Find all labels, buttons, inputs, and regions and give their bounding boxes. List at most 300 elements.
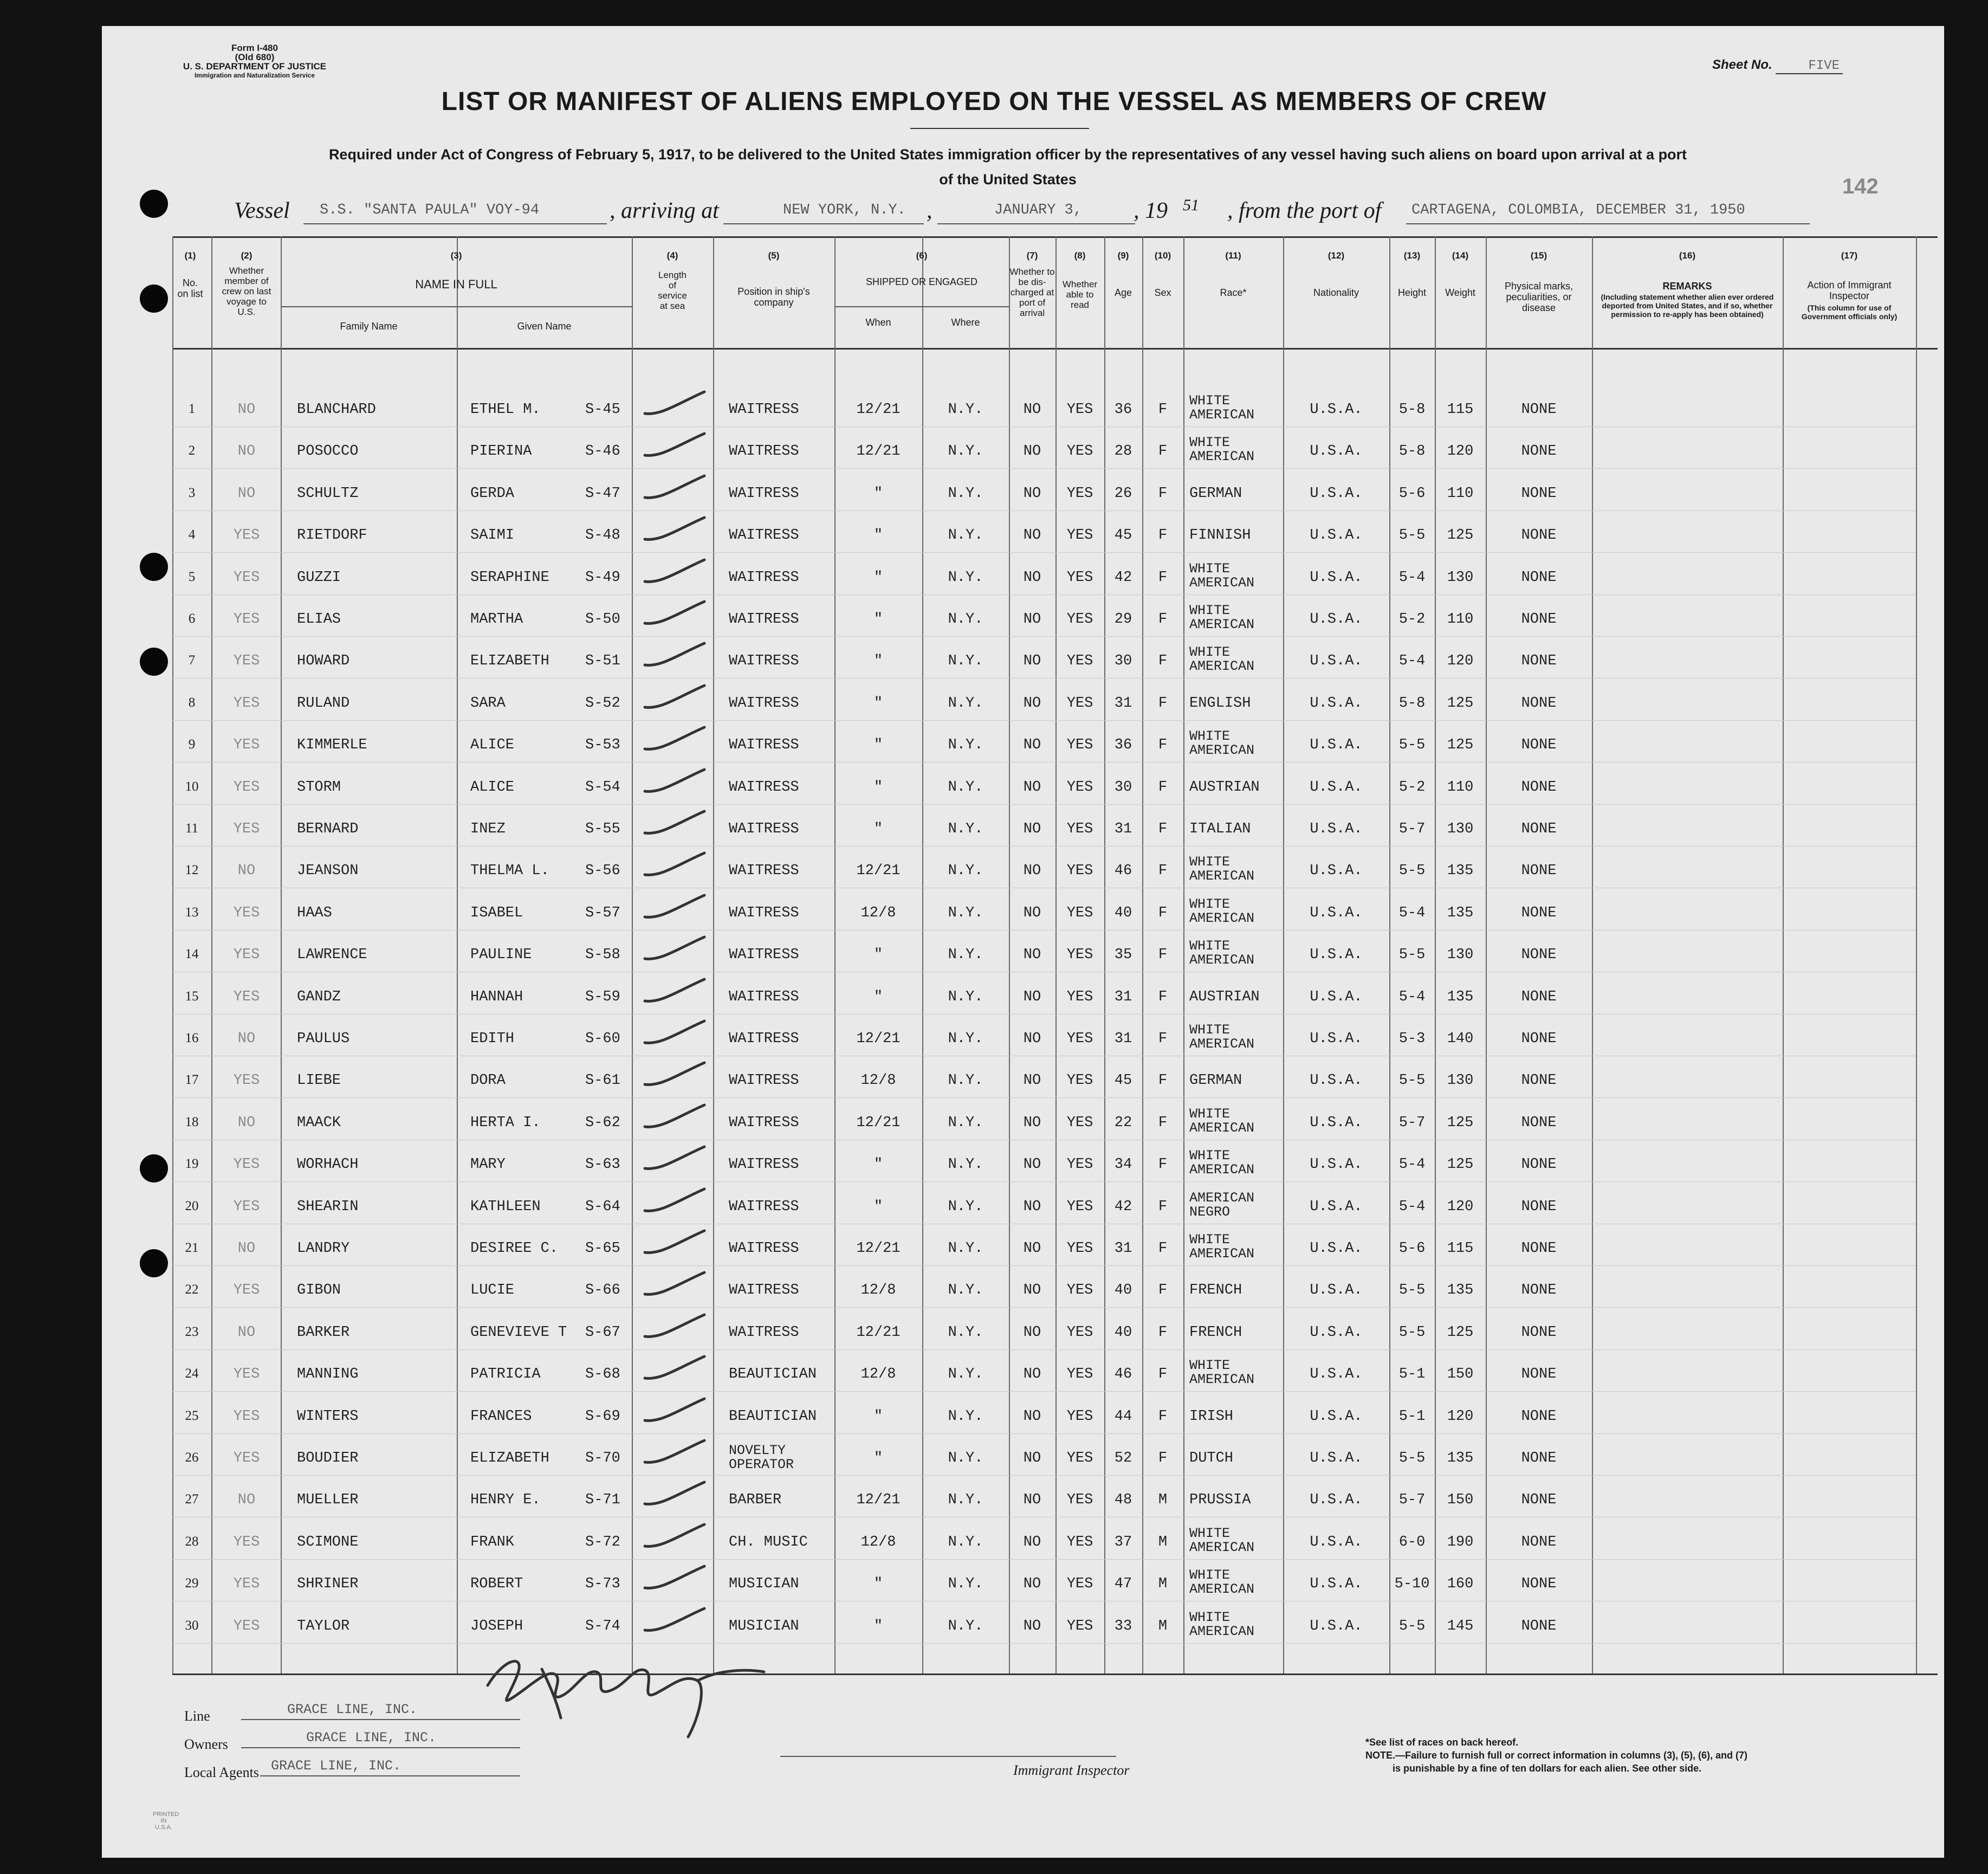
cell-sex: F bbox=[1158, 1199, 1168, 1215]
cell-no: 28 bbox=[185, 1534, 199, 1549]
cell-age: 42 bbox=[1114, 570, 1132, 586]
cell-given: ELIZABETH bbox=[470, 1450, 549, 1466]
cell-height: 5-8 bbox=[1398, 443, 1426, 460]
cell-read: YES bbox=[1066, 947, 1093, 963]
cell-when: " bbox=[873, 779, 883, 796]
cell-when: 12/8 bbox=[860, 1534, 896, 1550]
cell-discharged: NO bbox=[1023, 1492, 1041, 1508]
cell-family: BLANCHARD bbox=[297, 402, 376, 418]
note-races: *See list of races on back hereof. bbox=[1365, 1737, 1519, 1748]
cell-sex: F bbox=[1158, 1366, 1168, 1382]
cell-given: PAULINE bbox=[470, 947, 532, 963]
cell-family: LAWRENCE bbox=[297, 947, 367, 963]
cell-read: YES bbox=[1066, 570, 1093, 586]
cell-where: N.Y. bbox=[948, 695, 983, 712]
cell-where: N.Y. bbox=[948, 443, 983, 460]
col-13-header: Height bbox=[1397, 287, 1427, 298]
cell-age: 31 bbox=[1114, 1031, 1132, 1047]
cell-discharged: NO bbox=[1023, 905, 1041, 921]
cell-marks: NONE bbox=[1521, 570, 1557, 586]
cell-code: S-53 bbox=[585, 737, 620, 753]
col-10-number: (10) bbox=[1154, 250, 1171, 261]
service-check-mark bbox=[645, 1482, 704, 1504]
cell-discharged: NO bbox=[1023, 527, 1041, 544]
cell-sex: F bbox=[1158, 1115, 1168, 1131]
cell-age: 31 bbox=[1114, 1240, 1132, 1257]
cell-marks: NONE bbox=[1521, 821, 1557, 837]
service-check-mark bbox=[645, 686, 704, 707]
cell-discharged: NO bbox=[1023, 402, 1041, 418]
cell-nationality: U.S.A. bbox=[1310, 1072, 1363, 1089]
cell-height: 5-6 bbox=[1398, 486, 1426, 502]
cell-discharged: NO bbox=[1023, 821, 1041, 837]
cell-height: 5-4 bbox=[1398, 1156, 1426, 1173]
cell-nationality: U.S.A. bbox=[1310, 1031, 1363, 1047]
cell-family: JEANSON bbox=[297, 863, 359, 879]
cell-where: N.Y. bbox=[948, 653, 983, 669]
cell-marks: NONE bbox=[1521, 1576, 1557, 1592]
cell-code: S-47 bbox=[585, 486, 620, 502]
cell-nationality: U.S.A. bbox=[1310, 1282, 1363, 1298]
cell-family: PAULUS bbox=[297, 1031, 350, 1047]
cell-discharged: NO bbox=[1023, 611, 1041, 628]
cell-weight: 140 bbox=[1447, 1031, 1474, 1047]
where-header: Where bbox=[951, 317, 980, 328]
cell-position: BEAUTICIAN bbox=[729, 1366, 817, 1382]
cell-age: 30 bbox=[1114, 779, 1132, 796]
cell-when: " bbox=[873, 1199, 883, 1215]
cell-where: N.Y. bbox=[948, 611, 983, 628]
cell-race: FINNISH bbox=[1189, 527, 1251, 544]
cell-code: S-51 bbox=[585, 653, 620, 669]
cell-position: WAITRESS bbox=[729, 821, 799, 837]
cell-race: FRENCH bbox=[1189, 1324, 1242, 1341]
cell-age: 47 bbox=[1114, 1576, 1132, 1592]
sheet-label: Sheet No. bbox=[1712, 57, 1772, 72]
cell-discharged: NO bbox=[1023, 570, 1041, 586]
cell-position: WAITRESS bbox=[729, 1199, 799, 1215]
cell-when: 12/21 bbox=[856, 1324, 901, 1341]
cell-position: WAITRESS bbox=[729, 737, 799, 753]
cell-no: 16 bbox=[185, 1031, 199, 1045]
cell-last: YES bbox=[233, 905, 260, 921]
cell-last: YES bbox=[233, 695, 260, 712]
cell-marks: NONE bbox=[1521, 402, 1557, 418]
cell-nationality: U.S.A. bbox=[1310, 1199, 1363, 1215]
cell-read: YES bbox=[1066, 1199, 1093, 1215]
cell-last: YES bbox=[233, 737, 260, 753]
sheet-value: FIVE bbox=[1776, 59, 1843, 74]
cell-discharged: NO bbox=[1023, 695, 1041, 712]
cell-family: RULAND bbox=[297, 695, 350, 712]
col-6-number: (6) bbox=[916, 250, 928, 261]
cell-position: WAITRESS bbox=[729, 779, 799, 796]
cell-discharged: NO bbox=[1023, 1618, 1041, 1634]
service-check-mark bbox=[645, 1189, 704, 1211]
cell-last: YES bbox=[233, 1156, 260, 1173]
cell-given: MARTHA bbox=[470, 611, 523, 628]
cell-when: " bbox=[873, 1408, 883, 1425]
cell-code: S-62 bbox=[585, 1115, 620, 1131]
cell-position: NOVELTY OPERATOR bbox=[729, 1443, 794, 1472]
cell-when: " bbox=[873, 737, 883, 753]
cell-read: YES bbox=[1066, 1492, 1093, 1508]
cell-last: YES bbox=[233, 821, 260, 837]
cell-last: NO bbox=[237, 486, 256, 502]
cell-position: WAITRESS bbox=[729, 1324, 799, 1341]
service-check-mark bbox=[645, 1356, 704, 1378]
cell-when: " bbox=[873, 486, 883, 502]
arriving-value: NEW YORK, N.Y. bbox=[783, 202, 906, 218]
cell-marks: NONE bbox=[1521, 905, 1557, 921]
cell-position: WAITRESS bbox=[729, 1156, 799, 1173]
cell-age: 22 bbox=[1114, 1115, 1132, 1131]
cell-nationality: U.S.A. bbox=[1310, 1534, 1363, 1550]
cell-sex: F bbox=[1158, 443, 1168, 460]
cell-no: 4 bbox=[188, 527, 196, 542]
cell-race: WHITE AMERICAN bbox=[1189, 1567, 1255, 1597]
family-name-header: Family Name bbox=[340, 321, 398, 332]
cell-read: YES bbox=[1066, 1534, 1093, 1550]
cell-read: YES bbox=[1066, 527, 1093, 544]
cell-sex: M bbox=[1158, 1576, 1168, 1592]
col-10-header: Sex bbox=[1154, 287, 1171, 298]
cell-family: KIMMERLE bbox=[297, 737, 367, 753]
service-check-mark bbox=[645, 895, 704, 917]
cell-code: S-55 bbox=[585, 821, 620, 837]
col-1-number: (1) bbox=[184, 250, 196, 261]
service-name: Immigration and Naturalization Service bbox=[194, 72, 315, 79]
cell-when: 12/21 bbox=[856, 1115, 901, 1131]
col-16-subheader: (Including statement whether alien ever ordered deported from United States, and if so, whether permission to re-apply has been obtained) bbox=[1601, 293, 1774, 319]
cell-discharged: NO bbox=[1023, 1199, 1041, 1215]
cell-height: 5-4 bbox=[1398, 1199, 1426, 1215]
cell-race: WHITE AMERICAN bbox=[1189, 1358, 1255, 1387]
cell-no: 11 bbox=[185, 821, 199, 836]
inspector-label: Immigrant Inspector bbox=[1013, 1762, 1130, 1778]
cell-race: ITALIAN bbox=[1189, 821, 1251, 837]
cell-read: YES bbox=[1066, 1576, 1093, 1592]
cell-sex: F bbox=[1158, 695, 1168, 712]
cell-marks: NONE bbox=[1521, 1115, 1557, 1131]
service-check-mark bbox=[645, 1021, 704, 1043]
cell-read: YES bbox=[1066, 821, 1093, 837]
cell-code: S-73 bbox=[585, 1576, 620, 1592]
cell-last: YES bbox=[233, 1366, 260, 1382]
cell-height: 5-8 bbox=[1398, 402, 1426, 418]
cell-no: 3 bbox=[188, 486, 196, 500]
service-check-mark bbox=[645, 1608, 704, 1630]
cell-no: 15 bbox=[185, 989, 199, 1004]
cell-height: 5-6 bbox=[1398, 1240, 1426, 1257]
cell-where: N.Y. bbox=[948, 1115, 983, 1131]
cell-family: MUELLER bbox=[297, 1492, 359, 1508]
cell-no: 7 bbox=[188, 653, 196, 668]
cell-marks: NONE bbox=[1521, 779, 1557, 796]
cell-no: 14 bbox=[185, 947, 199, 961]
service-check-mark bbox=[645, 1272, 704, 1294]
cell-sex: F bbox=[1158, 611, 1168, 628]
service-check-mark bbox=[645, 727, 704, 749]
cell-code: S-50 bbox=[585, 611, 620, 628]
cell-where: N.Y. bbox=[948, 402, 983, 418]
cell-given: ELIZABETH bbox=[470, 653, 549, 669]
signature bbox=[466, 1637, 769, 1745]
cell-marks: NONE bbox=[1521, 653, 1557, 669]
cell-sex: F bbox=[1158, 570, 1168, 586]
col-2-header: Whether member of crew on last voyage to U.S. bbox=[222, 266, 271, 317]
col-11-number: (11) bbox=[1225, 250, 1241, 261]
printed-stamp: PRINTED IN U.S.A. bbox=[153, 1811, 179, 1831]
cell-no: 2 bbox=[188, 443, 196, 458]
cell-family: GIBON bbox=[297, 1282, 341, 1298]
cell-race: WHITE AMERICAN bbox=[1189, 1022, 1255, 1052]
cell-discharged: NO bbox=[1023, 863, 1041, 879]
cell-last: YES bbox=[233, 1534, 260, 1550]
cell-height: 5-5 bbox=[1398, 947, 1426, 963]
cell-when: 12/21 bbox=[856, 863, 901, 879]
cell-when: " bbox=[873, 821, 883, 837]
form-number: Form I-480 bbox=[231, 43, 278, 53]
service-check-mark bbox=[645, 1147, 704, 1168]
cell-read: YES bbox=[1066, 905, 1093, 921]
cell-read: YES bbox=[1066, 737, 1093, 753]
cell-weight: 190 bbox=[1447, 1534, 1474, 1550]
cell-race: WHITE AMERICAN bbox=[1189, 896, 1255, 926]
cell-marks: NONE bbox=[1521, 486, 1557, 502]
cell-no: 19 bbox=[185, 1156, 199, 1171]
cell-age: 35 bbox=[1114, 947, 1132, 963]
cell-race: WHITE AMERICAN bbox=[1189, 1232, 1255, 1262]
cell-sex: F bbox=[1158, 779, 1168, 796]
cell-age: 28 bbox=[1114, 443, 1132, 460]
cell-height: 5-5 bbox=[1398, 1324, 1426, 1341]
cell-family: BARKER bbox=[297, 1324, 350, 1341]
cell-family: BOUDIER bbox=[297, 1450, 359, 1466]
cell-last: NO bbox=[237, 1031, 256, 1047]
cell-discharged: NO bbox=[1023, 1576, 1041, 1592]
cell-height: 5-1 bbox=[1398, 1408, 1426, 1425]
cell-weight: 150 bbox=[1447, 1492, 1474, 1508]
cell-sex: F bbox=[1158, 653, 1168, 669]
cell-code: S-45 bbox=[585, 402, 620, 418]
cell-family: MAACK bbox=[297, 1115, 341, 1131]
cell-weight: 130 bbox=[1447, 947, 1474, 963]
cell-where: N.Y. bbox=[948, 1366, 983, 1382]
cell-discharged: NO bbox=[1023, 737, 1041, 753]
cell-no: 6 bbox=[188, 611, 196, 626]
cell-family: WORHACH bbox=[297, 1156, 359, 1173]
cell-height: 5-5 bbox=[1398, 1072, 1426, 1089]
service-check-mark bbox=[645, 811, 704, 833]
cell-when: 12/8 bbox=[860, 1366, 896, 1382]
col-12-number: (12) bbox=[1328, 250, 1345, 261]
cell-family: HAAS bbox=[297, 905, 332, 921]
service-check-mark bbox=[645, 1440, 704, 1462]
cell-position: WAITRESS bbox=[729, 1031, 799, 1047]
cell-where: N.Y. bbox=[948, 1199, 983, 1215]
cell-age: 40 bbox=[1114, 1324, 1132, 1341]
cell-no: 26 bbox=[185, 1450, 199, 1465]
cell-sex: F bbox=[1158, 905, 1168, 921]
cell-given: ETHEL M. bbox=[470, 402, 541, 418]
cell-weight: 125 bbox=[1447, 1115, 1474, 1131]
cell-sex: F bbox=[1158, 947, 1168, 963]
col-6-header: SHIPPED OR ENGAGED bbox=[865, 276, 978, 287]
col-2-number: (2) bbox=[241, 250, 252, 261]
cell-marks: NONE bbox=[1521, 1408, 1557, 1425]
cell-age: 46 bbox=[1114, 1366, 1132, 1382]
cell-code: S-66 bbox=[585, 1282, 620, 1298]
cell-read: YES bbox=[1066, 1156, 1093, 1173]
col-9-number: (9) bbox=[1117, 250, 1129, 261]
cell-age: 52 bbox=[1114, 1450, 1132, 1466]
cell-nationality: U.S.A. bbox=[1310, 1240, 1363, 1257]
cell-sex: F bbox=[1158, 1324, 1168, 1341]
service-check-mark bbox=[645, 518, 704, 539]
cell-height: 5-5 bbox=[1398, 527, 1426, 544]
cell-family: WINTERS bbox=[297, 1408, 359, 1425]
cell-age: 30 bbox=[1114, 653, 1132, 669]
cell-where: N.Y. bbox=[948, 737, 983, 753]
cell-when: 12/21 bbox=[856, 1240, 901, 1257]
cell-code: S-46 bbox=[585, 443, 620, 460]
cell-age: 31 bbox=[1114, 989, 1132, 1005]
cell-where: N.Y. bbox=[948, 989, 983, 1005]
cell-given: HANNAH bbox=[470, 989, 523, 1005]
col-7-header: Whether to be dis-charged at port of arrival bbox=[1009, 267, 1055, 318]
cell-race: IRISH bbox=[1189, 1408, 1234, 1425]
cell-code: S-48 bbox=[585, 527, 620, 544]
cell-marks: NONE bbox=[1521, 443, 1557, 460]
cell-race: WHITE AMERICAN bbox=[1189, 393, 1255, 423]
service-check-mark bbox=[645, 770, 704, 791]
service-check-mark bbox=[645, 476, 704, 497]
cell-age: 42 bbox=[1114, 1199, 1132, 1215]
cell-height: 5-10 bbox=[1394, 1576, 1430, 1592]
col-4-header: Length of service at sea bbox=[658, 270, 687, 311]
cell-weight: 120 bbox=[1447, 653, 1474, 669]
cell-discharged: NO bbox=[1023, 1156, 1041, 1173]
cell-read: YES bbox=[1066, 486, 1093, 502]
cell-nationality: U.S.A. bbox=[1310, 1408, 1363, 1425]
cell-marks: NONE bbox=[1521, 1072, 1557, 1089]
cell-where: N.Y. bbox=[948, 1576, 983, 1592]
cell-weight: 150 bbox=[1447, 1366, 1474, 1382]
cell-where: N.Y. bbox=[948, 905, 983, 921]
col-16-number: (16) bbox=[1679, 250, 1696, 261]
cell-marks: NONE bbox=[1521, 611, 1557, 628]
cell-position: WAITRESS bbox=[729, 1072, 799, 1089]
cell-last: YES bbox=[233, 1408, 260, 1425]
owners-value: GRACE LINE, INC. bbox=[306, 1730, 437, 1746]
cell-race: WHITE AMERICAN bbox=[1189, 1106, 1255, 1136]
cell-given: DESIREE C. bbox=[470, 1240, 559, 1257]
cell-code: S-64 bbox=[585, 1199, 620, 1215]
cell-race: ENGLISH bbox=[1189, 695, 1251, 712]
cell-code: S-59 bbox=[585, 989, 620, 1005]
cell-marks: NONE bbox=[1521, 1240, 1557, 1257]
col-15-header: Physical marks, peculiarities, or disease bbox=[1504, 281, 1573, 313]
cell-when: 12/8 bbox=[860, 1282, 896, 1298]
cell-age: 33 bbox=[1114, 1618, 1132, 1634]
cell-position: WAITRESS bbox=[729, 443, 799, 460]
cell-race: WHITE AMERICAN bbox=[1189, 938, 1255, 968]
cell-read: YES bbox=[1066, 1366, 1093, 1382]
document-title: LIST OR MANIFEST OF ALIENS EMPLOYED ON THE VESSEL AS MEMBERS OF CREW bbox=[441, 87, 1547, 116]
cell-age: 40 bbox=[1114, 905, 1132, 921]
service-check-mark bbox=[645, 1399, 704, 1420]
cell-age: 45 bbox=[1114, 527, 1132, 544]
cell-nationality: U.S.A. bbox=[1310, 653, 1363, 669]
cell-height: 5-3 bbox=[1398, 1031, 1426, 1047]
line-label: Line bbox=[184, 1708, 210, 1724]
cell-no: 29 bbox=[185, 1576, 199, 1591]
service-check-mark bbox=[645, 1105, 704, 1127]
cell-weight: 130 bbox=[1447, 1072, 1474, 1089]
cell-height: 5-4 bbox=[1398, 905, 1426, 921]
note-penalty-2: is punishable by a fine of ten dollars for each alien. See other side. bbox=[1393, 1763, 1702, 1774]
cell-weight: 160 bbox=[1447, 1576, 1474, 1592]
cell-nationality: U.S.A. bbox=[1310, 1576, 1363, 1592]
cell-given: PATRICIA bbox=[470, 1366, 541, 1382]
cell-age: 31 bbox=[1114, 695, 1132, 712]
col-3-header: NAME IN FULL bbox=[415, 277, 497, 291]
cell-marks: NONE bbox=[1521, 1324, 1557, 1341]
cell-position: WAITRESS bbox=[729, 486, 799, 502]
cell-when: " bbox=[873, 611, 883, 628]
cell-weight: 125 bbox=[1447, 1156, 1474, 1173]
col-9-header: Age bbox=[1114, 287, 1132, 298]
cell-height: 5-5 bbox=[1398, 737, 1426, 753]
cell-code: S-74 bbox=[585, 1618, 620, 1634]
cell-sex: F bbox=[1158, 1072, 1168, 1089]
cell-age: 36 bbox=[1114, 402, 1132, 418]
cell-code: S-72 bbox=[585, 1534, 620, 1550]
cell-last: YES bbox=[233, 1450, 260, 1466]
cell-read: YES bbox=[1066, 863, 1093, 879]
cell-last: YES bbox=[233, 527, 260, 544]
cell-code: S-54 bbox=[585, 779, 620, 796]
cell-race: PRUSSIA bbox=[1189, 1492, 1251, 1508]
line-underline bbox=[241, 1719, 520, 1720]
cell-given: JOSEPH bbox=[470, 1618, 523, 1634]
col-8-number: (8) bbox=[1074, 250, 1086, 261]
cell-no: 5 bbox=[188, 570, 196, 584]
cell-when: 12/21 bbox=[856, 1492, 901, 1508]
cell-weight: 125 bbox=[1447, 1324, 1474, 1341]
cell-race: WHITE AMERICAN bbox=[1189, 1526, 1255, 1555]
cell-read: YES bbox=[1066, 1031, 1093, 1047]
cell-given: DORA bbox=[470, 1072, 506, 1089]
cell-discharged: NO bbox=[1023, 1534, 1041, 1550]
col-17-number: (17) bbox=[1841, 250, 1858, 261]
cell-position: WAITRESS bbox=[729, 989, 799, 1005]
cell-position: WAITRESS bbox=[729, 695, 799, 712]
cell-discharged: NO bbox=[1023, 486, 1041, 502]
when-header: When bbox=[865, 317, 891, 328]
cell-when: " bbox=[873, 695, 883, 712]
service-check-mark bbox=[645, 1566, 704, 1588]
cell-height: 5-5 bbox=[1398, 1618, 1426, 1634]
cell-last: YES bbox=[233, 611, 260, 628]
cell-nationality: U.S.A. bbox=[1310, 611, 1363, 628]
cell-family: RIETDORF bbox=[297, 527, 367, 544]
cell-family: TAYLOR bbox=[297, 1618, 350, 1634]
cell-family: HOWARD bbox=[297, 653, 350, 669]
cell-family: BERNARD bbox=[297, 821, 359, 837]
cell-read: YES bbox=[1066, 1282, 1093, 1298]
